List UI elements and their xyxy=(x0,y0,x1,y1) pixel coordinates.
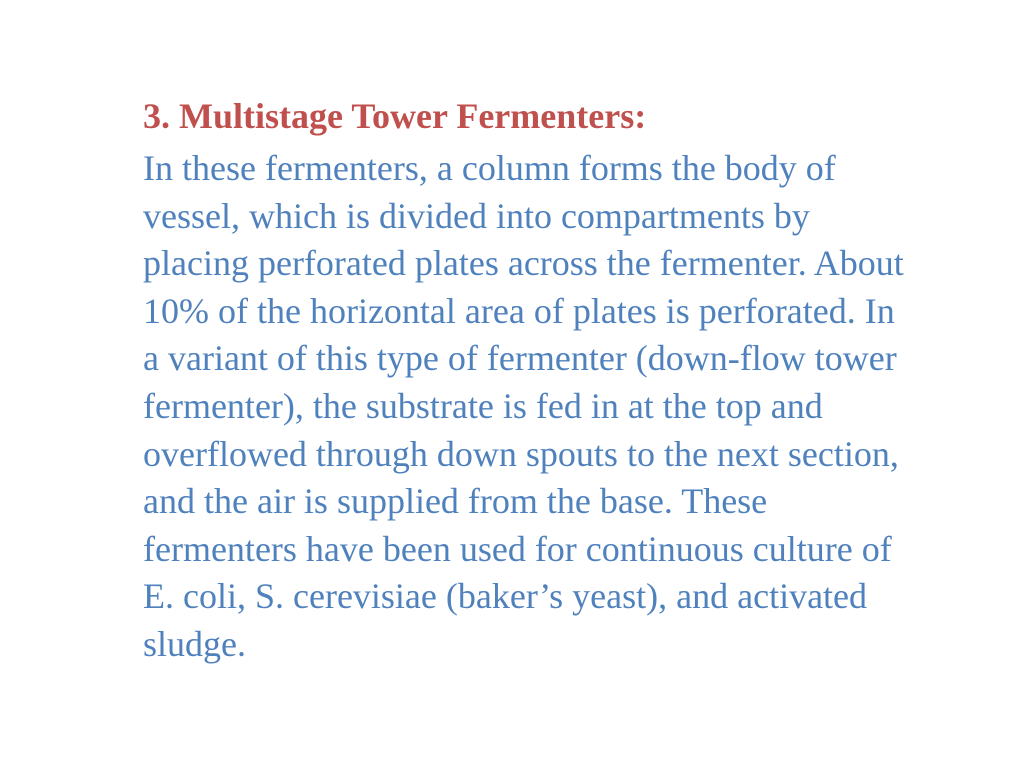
body-line: sludge. xyxy=(143,623,246,664)
body-line: fermenter), the substrate is fed in at the top and xyxy=(143,385,823,426)
body-line: E. coli, S. cerevisiae (baker’s yeast), and activated xyxy=(143,576,868,617)
body-line: overflowed through down spouts to the next section, xyxy=(143,433,899,474)
slide-content xyxy=(143,93,993,669)
body-line: a variant of this type of fermenter (down-flow tower xyxy=(143,338,897,379)
body-line: vessel, which is divided into compartments by xyxy=(143,195,810,236)
body-line: 10% of the horizontal area of plates is perforated. In xyxy=(143,290,895,331)
body-line: fermenters have been used for continuous culture of xyxy=(143,528,892,569)
slide-body-paragraph xyxy=(143,145,993,669)
body-line: and the air is supplied from the base. These xyxy=(143,481,768,522)
body-line: placing perforated plates across the fermenter. About xyxy=(143,243,904,284)
body-line: In these fermenters, a column forms the body of xyxy=(143,148,836,188)
slide-heading: 3. Multistage Tower Fermenters: xyxy=(143,96,647,136)
